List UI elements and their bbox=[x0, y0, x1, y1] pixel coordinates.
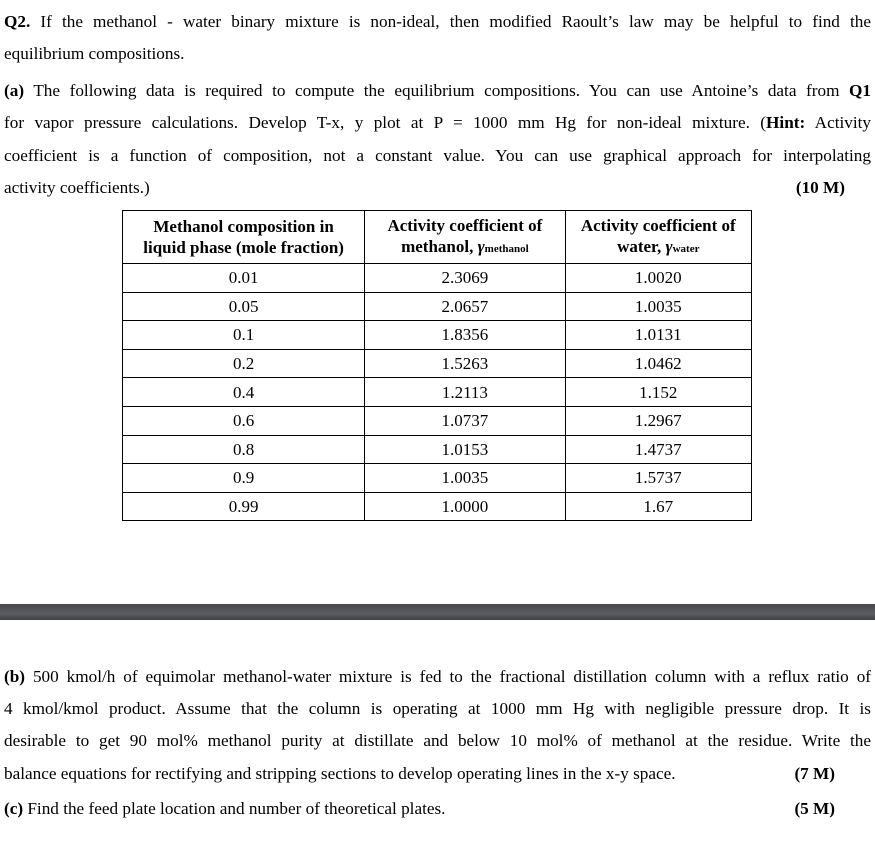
cell-gamma-water: 1.0035 bbox=[565, 292, 751, 321]
cell-methanol-fraction: 0.1 bbox=[123, 321, 365, 350]
cell-gamma-methanol: 1.2113 bbox=[365, 378, 565, 407]
header-col2-line1: Activity coefficient of bbox=[387, 215, 543, 235]
activity-coefficient-table bbox=[122, 210, 752, 521]
part-a-line2 bbox=[4, 107, 871, 139]
part-c-line bbox=[4, 793, 835, 825]
table-row bbox=[123, 406, 752, 435]
cell-gamma-water: 1.2967 bbox=[565, 406, 751, 435]
cell-methanol-fraction: 0.01 bbox=[123, 264, 365, 293]
part-b-line3: desirable to get 90 mol% methanol purity at distillate and below 10 mol% of methanol at the residue. Write the bbox=[4, 731, 871, 750]
part-a-text-4: activity coefficients.) bbox=[4, 178, 150, 197]
part-b-text-1: 500 kmol/h of equimolar methanol-water mixture is fed to the fractional distillation column with a reflux ratio of bbox=[32, 667, 872, 686]
part-a-ref: Q1 bbox=[849, 81, 871, 100]
cell-gamma-methanol: 2.3069 bbox=[365, 264, 565, 293]
gamma-subscript: water bbox=[672, 242, 700, 255]
part-a-line1 bbox=[4, 75, 871, 107]
table-row bbox=[123, 292, 752, 321]
cell-gamma-methanol: 2.0657 bbox=[365, 292, 565, 321]
part-b-text-4: balance equations for rectifying and stripping sections to develop operating lines in the x-y space. bbox=[4, 764, 676, 783]
table-row bbox=[123, 349, 752, 378]
part-c-text: Find the feed plate location and number of theoretical plates. bbox=[27, 799, 446, 818]
header-col3-line2: water, bbox=[617, 236, 662, 256]
header-gamma-water bbox=[565, 211, 751, 264]
table-row bbox=[123, 378, 752, 407]
cell-gamma-methanol: 1.0153 bbox=[365, 435, 565, 464]
header-col3-line1: Activity coefficient of bbox=[580, 215, 736, 235]
cell-gamma-water: 1.67 bbox=[565, 492, 751, 521]
part-c-marks: (5 M) bbox=[794, 799, 835, 818]
cell-methanol-fraction: 0.6 bbox=[123, 406, 365, 435]
table-row bbox=[123, 264, 752, 293]
table-body bbox=[123, 264, 752, 521]
cell-methanol-fraction: 0.4 bbox=[123, 378, 365, 407]
table-row bbox=[123, 321, 752, 350]
part-c-label: (c) bbox=[4, 799, 24, 818]
table-header-row bbox=[123, 211, 752, 264]
question-intro-line1 bbox=[4, 6, 871, 38]
part-a-line3: coefficient is a function of composition, not a constant value. You can use graphical approach for interpolating bbox=[4, 146, 871, 165]
part-a-text-2: for vapor pressure calculations. Develop T-x, y plot at P = 1000 mm Hg for non-ideal mixture. ( bbox=[4, 113, 767, 132]
part-a-label: (a) bbox=[4, 81, 25, 100]
part-a-text-2-end: Activity bbox=[814, 113, 872, 132]
cell-gamma-water: 1.0131 bbox=[565, 321, 751, 350]
cell-gamma-water: 1.0020 bbox=[565, 264, 751, 293]
cell-gamma-water: 1.4737 bbox=[565, 435, 751, 464]
part-b-line1 bbox=[4, 661, 871, 693]
cell-gamma-methanol: 1.5263 bbox=[365, 349, 565, 378]
hint-label: Hint: bbox=[766, 113, 806, 132]
part-b-line4 bbox=[4, 758, 835, 790]
gamma-symbol: γ bbox=[477, 236, 485, 256]
cell-methanol-fraction: 0.8 bbox=[123, 435, 365, 464]
header-col1-line1: Methanol composition in bbox=[153, 217, 334, 236]
part-b-label: (b) bbox=[4, 667, 26, 686]
cell-gamma-water: 1.0462 bbox=[565, 349, 751, 378]
part-a-marks: (10 M) bbox=[795, 178, 845, 197]
question-intro-text: If the methanol - water binary mixture is non-ideal, then modified Raoult’s law may be helpful to find the bbox=[40, 12, 872, 31]
gamma-symbol: γ bbox=[665, 236, 673, 256]
header-methanol-composition bbox=[123, 211, 365, 264]
cell-methanol-fraction: 0.99 bbox=[123, 492, 365, 521]
cell-gamma-methanol: 1.0000 bbox=[365, 492, 565, 521]
header-gamma-methanol bbox=[365, 211, 565, 264]
cell-methanol-fraction: 0.05 bbox=[123, 292, 365, 321]
question-number: Q2. bbox=[4, 12, 31, 31]
table-row bbox=[123, 492, 752, 521]
part-b-line2: 4 kmol/kmol product. Assume that the column is operating at 1000 mm Hg with negligible pressure drop. It is bbox=[4, 699, 871, 718]
cell-gamma-methanol: 1.0737 bbox=[365, 406, 565, 435]
table-row bbox=[123, 464, 752, 493]
cell-gamma-methanol: 1.0035 bbox=[365, 464, 565, 493]
part-a-line4 bbox=[4, 172, 845, 204]
section-divider bbox=[0, 604, 875, 620]
part-a-text-1: The following data is required to compute the equilibrium compositions. You can use Antoine’s data from bbox=[33, 81, 840, 100]
cell-gamma-water: 1.152 bbox=[565, 378, 751, 407]
part-b-marks: (7 M) bbox=[794, 764, 835, 783]
part-c-content bbox=[4, 793, 445, 825]
question-intro-line2: equilibrium compositions. bbox=[4, 44, 185, 63]
table-row bbox=[123, 435, 752, 464]
header-col1-line2: liquid phase (mole fraction) bbox=[143, 238, 344, 257]
cell-gamma-methanol: 1.8356 bbox=[365, 321, 565, 350]
header-col2-line2: methanol, bbox=[401, 236, 474, 256]
cell-methanol-fraction: 0.9 bbox=[123, 464, 365, 493]
cell-methanol-fraction: 0.2 bbox=[123, 349, 365, 378]
cell-gamma-water: 1.5737 bbox=[565, 464, 751, 493]
gamma-subscript: methanol bbox=[484, 242, 529, 255]
